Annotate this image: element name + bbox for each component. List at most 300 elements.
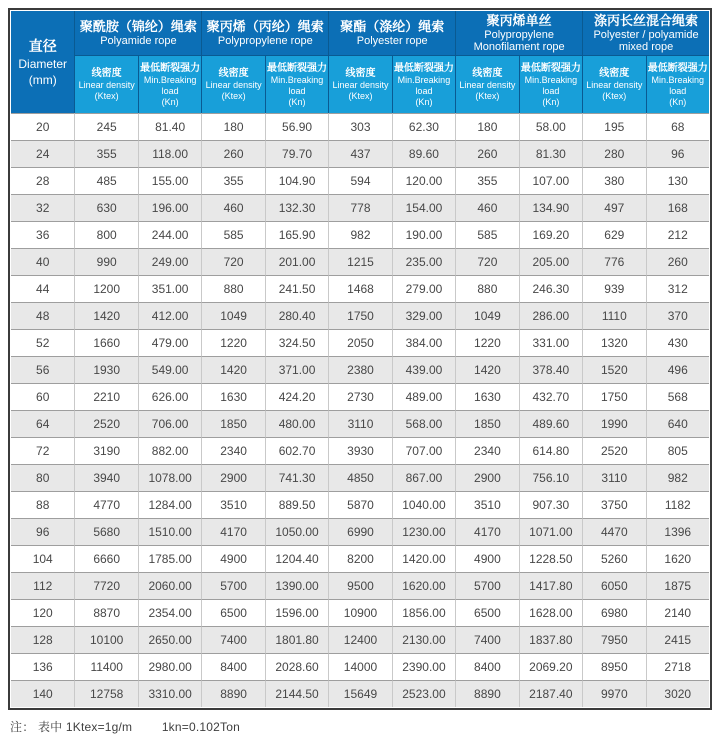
table-row <box>11 248 709 275</box>
group-header-3 <box>328 11 455 55</box>
data-cell: 430 <box>646 329 709 356</box>
table-row <box>11 194 709 221</box>
diameter-value: 56 <box>11 356 74 383</box>
data-cell: 5260 <box>582 545 645 572</box>
data-cell: 1220 <box>201 329 264 356</box>
data-cell: 2050 <box>328 329 391 356</box>
table-row <box>11 356 709 383</box>
data-cell: 2069.20 <box>519 653 582 680</box>
data-cell: 907.30 <box>519 491 582 518</box>
subheader-line: Min.Breaking <box>143 74 197 85</box>
diameter-value: 48 <box>11 302 74 329</box>
data-cell: 1220 <box>455 329 518 356</box>
data-cell: 355 <box>455 167 518 194</box>
diameter-value: 40 <box>11 248 74 275</box>
diameter-label-zh: 直径 <box>28 38 57 54</box>
data-cell: 3110 <box>582 464 645 491</box>
diameter-label-en: Diameter <box>18 57 68 71</box>
data-cell: 496 <box>646 356 709 383</box>
data-cell: 246.30 <box>519 275 582 302</box>
data-cell: 81.40 <box>138 113 201 140</box>
subheader-line: 最低断裂强力 <box>647 62 708 74</box>
subheader-density-4 <box>455 55 518 113</box>
group-title-zh: 涤丙长丝混合绳索 <box>594 13 699 28</box>
data-cell: 384.00 <box>392 329 455 356</box>
data-cell: 355 <box>74 140 137 167</box>
data-cell: 3510 <box>455 491 518 518</box>
diameter-value: 96 <box>11 518 74 545</box>
data-cell: 489.60 <box>519 410 582 437</box>
data-cell: 3020 <box>646 680 709 707</box>
diameter-value: 88 <box>11 491 74 518</box>
rope-spec-table <box>8 8 712 710</box>
data-cell: 1620.00 <box>392 572 455 599</box>
data-cell: 324.50 <box>265 329 328 356</box>
data-cell: 180 <box>455 113 518 140</box>
diameter-value: 104 <box>11 545 74 572</box>
data-cell: 1396 <box>646 518 709 545</box>
data-cell: 1628.00 <box>519 599 582 626</box>
data-cell: 497 <box>582 194 645 221</box>
data-cell: 480.00 <box>265 410 328 437</box>
data-cell: 56.90 <box>265 113 328 140</box>
data-cell: 1660 <box>74 329 137 356</box>
data-cell: 800 <box>74 221 137 248</box>
subheader-line: load <box>669 85 687 96</box>
data-cell: 1284.00 <box>138 491 201 518</box>
data-cell: 4900 <box>455 545 518 572</box>
table-row <box>11 518 709 545</box>
group-title-zh: 聚酰胺（锦纶）绳索 <box>79 19 197 34</box>
data-cell: 329.00 <box>392 302 455 329</box>
data-cell: 2130.00 <box>392 626 455 653</box>
group-header-4 <box>455 11 582 55</box>
diameter-value: 60 <box>11 383 74 410</box>
data-cell: 2340 <box>455 437 518 464</box>
data-cell: 1875 <box>646 572 709 599</box>
data-cell: 1750 <box>582 383 645 410</box>
data-cell: 1078.00 <box>138 464 201 491</box>
data-cell: 460 <box>455 194 518 221</box>
subheader-line: Linear density <box>586 80 643 90</box>
data-cell: 58.00 <box>519 113 582 140</box>
subheader-density-1 <box>74 55 137 113</box>
data-cell: 6660 <box>74 545 137 572</box>
data-cell: 241.50 <box>265 275 328 302</box>
data-cell: 3310.00 <box>138 680 201 707</box>
footnote-conversion-2: 1kn=0.102Ton <box>161 720 240 734</box>
data-cell: 10900 <box>328 599 391 626</box>
diameter-value: 140 <box>11 680 74 707</box>
footnote-conversion-1: 表中 1Ktex=1g/m <box>37 720 133 734</box>
subheader-line: 最低断裂强力 <box>393 62 454 74</box>
data-cell: 1837.80 <box>519 626 582 653</box>
subheader-line: (Kn) <box>288 96 306 107</box>
sub-header-row <box>11 55 709 113</box>
table-row <box>11 302 709 329</box>
data-cell: 707.00 <box>392 437 455 464</box>
data-cell: 982 <box>328 221 391 248</box>
data-cell: 2520 <box>582 437 645 464</box>
data-cell: 8950 <box>582 653 645 680</box>
subheader-density-5 <box>582 55 645 113</box>
data-cell: 585 <box>201 221 264 248</box>
subheader-line: 线密度 <box>599 68 630 79</box>
data-cell: 424.20 <box>265 383 328 410</box>
data-cell: 8200 <box>328 545 391 572</box>
diameter-value: 36 <box>11 221 74 248</box>
data-cell: 12758 <box>74 680 137 707</box>
data-cell: 5870 <box>328 491 391 518</box>
data-cell: 939 <box>582 275 645 302</box>
data-cell: 479.00 <box>138 329 201 356</box>
data-cell: 1750 <box>328 302 391 329</box>
group-header-5 <box>582 11 709 55</box>
data-cell: 107.00 <box>519 167 582 194</box>
data-cell: 756.10 <box>519 464 582 491</box>
data-cell: 355 <box>201 167 264 194</box>
data-cell: 2340 <box>201 437 264 464</box>
data-cell: 104.90 <box>265 167 328 194</box>
data-cell: 212 <box>646 221 709 248</box>
subheader-line: (Ktex) <box>602 91 627 101</box>
data-cell: 6050 <box>582 572 645 599</box>
subheader-load-5 <box>646 55 709 113</box>
data-cell: 1049 <box>201 302 264 329</box>
data-cell: 4170 <box>201 518 264 545</box>
data-cell: 432.70 <box>519 383 582 410</box>
subheader-line: (Ktex) <box>475 91 500 101</box>
diameter-value: 136 <box>11 653 74 680</box>
data-cell: 2520 <box>74 410 137 437</box>
data-cell: 155.00 <box>138 167 201 194</box>
table-row <box>11 437 709 464</box>
table-row <box>11 383 709 410</box>
data-cell: 165.90 <box>265 221 328 248</box>
subheader-line: load <box>542 85 560 96</box>
data-cell: 180 <box>201 113 264 140</box>
subheader-line: (Kn) <box>542 96 560 107</box>
data-cell: 205.00 <box>519 248 582 275</box>
data-cell: 1215 <box>328 248 391 275</box>
data-cell: 1520 <box>582 356 645 383</box>
data-cell: 1630 <box>201 383 264 410</box>
data-cell: 235.00 <box>392 248 455 275</box>
subheader-density-2 <box>201 55 264 113</box>
group-header-2 <box>201 11 328 55</box>
diameter-value: 52 <box>11 329 74 356</box>
subheader-load-1 <box>138 55 201 113</box>
data-cell: 8400 <box>455 653 518 680</box>
diameter-value: 80 <box>11 464 74 491</box>
data-cell: 2028.60 <box>265 653 328 680</box>
group-header-1 <box>74 11 201 55</box>
data-cell: 8890 <box>455 680 518 707</box>
data-cell: 4900 <box>201 545 264 572</box>
table-row <box>11 140 709 167</box>
data-cell: 5680 <box>74 518 137 545</box>
data-cell: 629 <box>582 221 645 248</box>
table-row <box>11 545 709 572</box>
data-cell: 412.00 <box>138 302 201 329</box>
subheader-line: Linear density <box>205 80 262 90</box>
data-cell: 4770 <box>74 491 137 518</box>
data-cell: 260 <box>455 140 518 167</box>
data-cell: 279.00 <box>392 275 455 302</box>
data-cell: 12400 <box>328 626 391 653</box>
subheader-line: Linear density <box>78 80 135 90</box>
data-cell: 1856.00 <box>392 599 455 626</box>
data-cell: 741.30 <box>265 464 328 491</box>
data-cell: 7720 <box>74 572 137 599</box>
data-cell: 3510 <box>201 491 264 518</box>
diameter-unit: (mm) <box>28 73 57 87</box>
data-cell: 286.00 <box>519 302 582 329</box>
data-cell: 6500 <box>455 599 518 626</box>
data-cell: 1785.00 <box>138 545 201 572</box>
data-cell: 2718 <box>646 653 709 680</box>
data-cell: 1850 <box>455 410 518 437</box>
data-cell: 380 <box>582 167 645 194</box>
data-cell: 5700 <box>201 572 264 599</box>
data-cell: 805 <box>646 437 709 464</box>
data-cell: 1801.80 <box>265 626 328 653</box>
diameter-value: 128 <box>11 626 74 653</box>
data-cell: 2210 <box>74 383 137 410</box>
subheader-load-3 <box>392 55 455 113</box>
subheader-line: (Ktex) <box>348 91 373 101</box>
table-row <box>11 599 709 626</box>
data-cell: 195 <box>582 113 645 140</box>
data-cell: 1200 <box>74 275 137 302</box>
diameter-value: 32 <box>11 194 74 221</box>
data-cell: 4470 <box>582 518 645 545</box>
data-cell: 89.60 <box>392 140 455 167</box>
data-cell: 1420 <box>455 356 518 383</box>
data-cell: 1417.80 <box>519 572 582 599</box>
group-title-zh: 聚丙烯单丝 <box>486 13 552 28</box>
data-cell: 614.80 <box>519 437 582 464</box>
data-cell: 437 <box>328 140 391 167</box>
data-cell: 982 <box>646 464 709 491</box>
diameter-value: 64 <box>11 410 74 437</box>
data-cell: 1228.50 <box>519 545 582 572</box>
diameter-value: 24 <box>11 140 74 167</box>
data-cell: 11400 <box>74 653 137 680</box>
subheader-line: 最低断裂强力 <box>520 62 581 74</box>
data-cell: 331.00 <box>519 329 582 356</box>
data-cell: 249.00 <box>138 248 201 275</box>
subheader-line: 线密度 <box>472 68 503 79</box>
diameter-value: 120 <box>11 599 74 626</box>
diameter-value: 72 <box>11 437 74 464</box>
data-cell: 201.00 <box>265 248 328 275</box>
diameter-value: 28 <box>11 167 74 194</box>
subheader-line: (Ktex) <box>221 91 246 101</box>
data-cell: 990 <box>74 248 137 275</box>
data-cell: 1040.00 <box>392 491 455 518</box>
data-cell: 2523.00 <box>392 680 455 707</box>
data-cell: 79.70 <box>265 140 328 167</box>
data-cell: 280 <box>582 140 645 167</box>
data-cell: 640 <box>646 410 709 437</box>
data-cell: 2380 <box>328 356 391 383</box>
subheader-line: Min.Breaking <box>270 74 324 85</box>
subheader-load-2 <box>265 55 328 113</box>
data-cell: 776 <box>582 248 645 275</box>
data-cell: 62.30 <box>392 113 455 140</box>
group-title-zh: 聚酯（涤纶）绳索 <box>340 19 445 34</box>
data-cell: 244.00 <box>138 221 201 248</box>
table-row <box>11 626 709 653</box>
data-cell: 2144.50 <box>265 680 328 707</box>
data-cell: 96 <box>646 140 709 167</box>
data-cell: 3190 <box>74 437 137 464</box>
data-cell: 8400 <box>201 653 264 680</box>
data-cell: 1596.00 <box>265 599 328 626</box>
data-cell: 1230.00 <box>392 518 455 545</box>
data-cell: 2730 <box>328 383 391 410</box>
data-cell: 1420 <box>74 302 137 329</box>
data-cell: 1990 <box>582 410 645 437</box>
data-cell: 14000 <box>328 653 391 680</box>
data-cell: 6980 <box>582 599 645 626</box>
data-cell: 568.00 <box>392 410 455 437</box>
footnote <box>8 718 712 735</box>
table-row <box>11 653 709 680</box>
data-cell: 882.00 <box>138 437 201 464</box>
data-cell: 1182 <box>646 491 709 518</box>
data-cell: 778 <box>328 194 391 221</box>
data-cell: 2390.00 <box>392 653 455 680</box>
data-cell: 4850 <box>328 464 391 491</box>
group-title-zh: 聚丙烯（丙纶）绳索 <box>206 19 324 34</box>
data-cell: 549.00 <box>138 356 201 383</box>
data-cell: 6500 <box>201 599 264 626</box>
subheader-line: load <box>415 85 433 96</box>
data-cell: 130 <box>646 167 709 194</box>
table-row <box>11 464 709 491</box>
data-cell: 594 <box>328 167 391 194</box>
diameter-header-cell <box>11 11 74 113</box>
table-row <box>11 491 709 518</box>
data-cell: 1468 <box>328 275 391 302</box>
data-cell: 312 <box>646 275 709 302</box>
data-cell: 1390.00 <box>265 572 328 599</box>
data-cell: 1620 <box>646 545 709 572</box>
data-cell: 1071.00 <box>519 518 582 545</box>
data-cell: 68 <box>646 113 709 140</box>
data-cell: 9970 <box>582 680 645 707</box>
data-cell: 1049 <box>455 302 518 329</box>
table-row <box>11 329 709 356</box>
subheader-line: (Kn) <box>669 96 687 107</box>
data-cell: 439.00 <box>392 356 455 383</box>
subheader-line: 最低断裂强力 <box>140 62 201 74</box>
data-cell: 9500 <box>328 572 391 599</box>
data-cell: 1630 <box>455 383 518 410</box>
subheader-line: Min.Breaking <box>524 74 578 85</box>
group-title-en: Polyamide rope <box>100 35 177 47</box>
data-cell: 1420 <box>201 356 264 383</box>
data-cell: 303 <box>328 113 391 140</box>
data-cell: 7400 <box>455 626 518 653</box>
subheader-line: (Kn) <box>161 96 179 107</box>
data-cell: 351.00 <box>138 275 201 302</box>
data-cell: 2415 <box>646 626 709 653</box>
group-title-en: Polypropylene Monofilament rope <box>473 29 565 53</box>
data-cell: 134.90 <box>519 194 582 221</box>
subheader-load-4 <box>519 55 582 113</box>
data-cell: 7950 <box>582 626 645 653</box>
data-cell: 2354.00 <box>138 599 201 626</box>
table-row <box>11 572 709 599</box>
data-cell: 371.00 <box>265 356 328 383</box>
group-title-en: Polyester rope <box>356 35 428 47</box>
data-cell: 706.00 <box>138 410 201 437</box>
data-cell: 4170 <box>455 518 518 545</box>
data-cell: 3750 <box>582 491 645 518</box>
data-cell: 7400 <box>201 626 264 653</box>
subheader-line: (Kn) <box>415 96 433 107</box>
subheader-line: 线密度 <box>91 68 122 79</box>
data-cell: 1204.40 <box>265 545 328 572</box>
data-cell: 280.40 <box>265 302 328 329</box>
table-row <box>11 680 709 707</box>
data-cell: 3940 <box>74 464 137 491</box>
data-cell: 2980.00 <box>138 653 201 680</box>
footnote-prefix: 注： <box>10 720 35 734</box>
data-cell: 880 <box>455 275 518 302</box>
table-row <box>11 275 709 302</box>
data-cell: 15649 <box>328 680 391 707</box>
subheader-density-3 <box>328 55 391 113</box>
subheader-line: Linear density <box>332 80 389 90</box>
data-cell: 489.00 <box>392 383 455 410</box>
data-cell: 1510.00 <box>138 518 201 545</box>
group-header-row <box>11 11 709 55</box>
data-cell: 630 <box>74 194 137 221</box>
subheader-line: Linear density <box>459 80 516 90</box>
data-cell: 602.70 <box>265 437 328 464</box>
data-cell: 10100 <box>74 626 137 653</box>
data-cell: 2900 <box>455 464 518 491</box>
data-cell: 2060.00 <box>138 572 201 599</box>
data-cell: 485 <box>74 167 137 194</box>
data-cell: 132.30 <box>265 194 328 221</box>
subheader-line: Min.Breaking <box>397 74 451 85</box>
data-cell: 2140 <box>646 599 709 626</box>
data-cell: 568 <box>646 383 709 410</box>
data-cell: 118.00 <box>138 140 201 167</box>
table-row <box>11 167 709 194</box>
data-cell: 720 <box>201 248 264 275</box>
table-row <box>11 410 709 437</box>
diameter-value: 112 <box>11 572 74 599</box>
subheader-line: (Ktex) <box>94 91 119 101</box>
data-cell: 1320 <box>582 329 645 356</box>
data-cell: 720 <box>455 248 518 275</box>
data-cell: 6990 <box>328 518 391 545</box>
data-cell: 2650.00 <box>138 626 201 653</box>
data-cell: 626.00 <box>138 383 201 410</box>
subheader-line: 最低断裂强力 <box>267 62 328 74</box>
group-title-en: Polyester / polyamide mixed rope <box>593 29 699 53</box>
data-cell: 460 <box>201 194 264 221</box>
data-cell: 585 <box>455 221 518 248</box>
data-cell: 867.00 <box>392 464 455 491</box>
data-cell: 1050.00 <box>265 518 328 545</box>
